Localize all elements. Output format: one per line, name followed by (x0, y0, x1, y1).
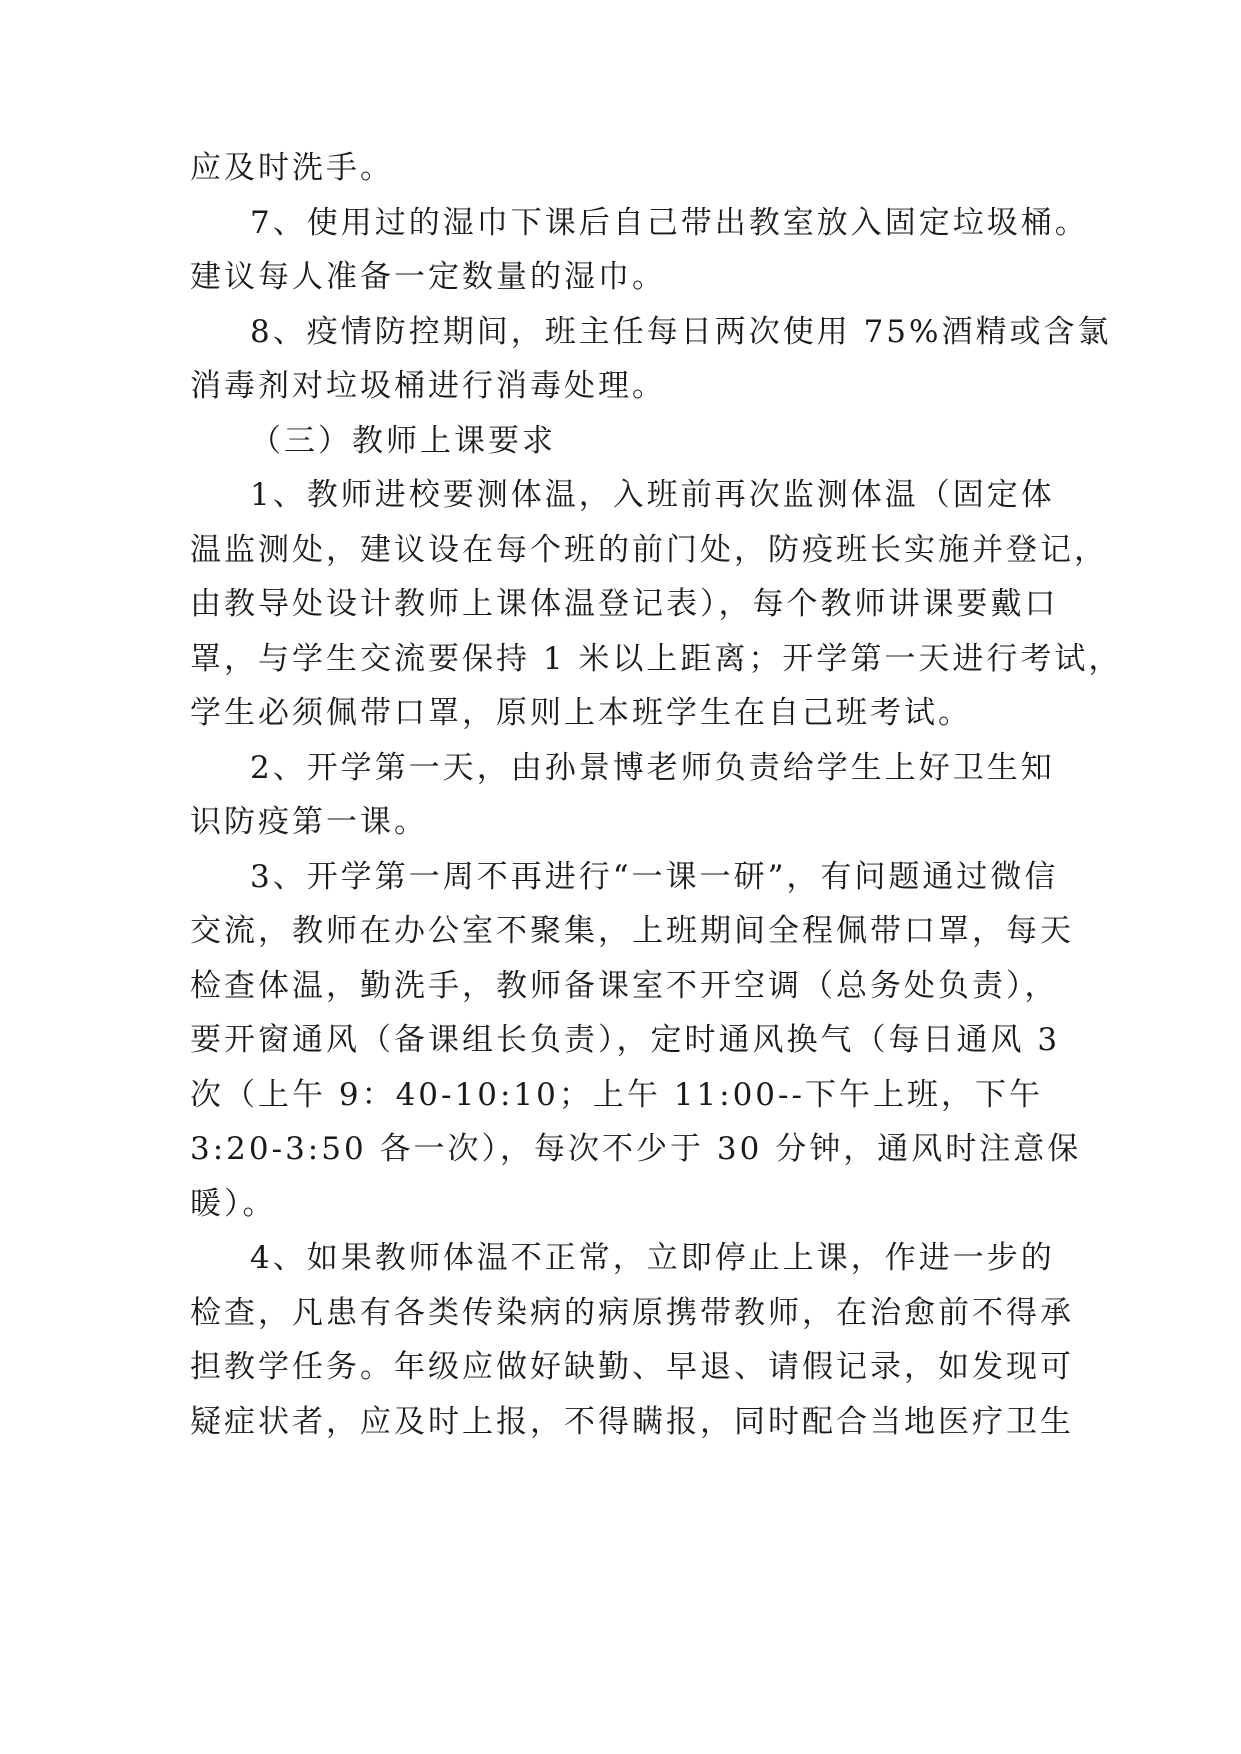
text-line: 7、使用过的湿巾下课后自己带出教室放入固定垃圾桶。 (250, 205, 1089, 241)
text-line: 8、疫情防控期间，班主任每日两次使用 75%酒精或含氯 (250, 314, 1112, 350)
section-heading: （三）教师上课要求 (250, 423, 556, 459)
text-line: 检查体温，勤洗手，教师备课室不开空调（总务处负责）， (190, 968, 1059, 1004)
text-line: 建议每人准备一定数量的湿巾。 (190, 259, 666, 295)
text-line: 3、开学第一周不再进行“一课一研”，有问题通过微信 (250, 859, 1059, 895)
text-line: 疑症状者，应及时上报，不得瞒报，同时配合当地医疗卫生 (190, 1404, 1074, 1440)
text-line: 温监测处，建议设在每个班的前门处，防疫班长实施并登记， (190, 532, 1108, 568)
text-line: 1、教师进校要测体温，入班前再次监测体温（固定体 (250, 477, 1055, 513)
text-line: 应及时洗手。 (190, 150, 394, 186)
text-line: 次（上午 9：40-10:10；上午 11:00--下午上班，下午 (190, 1077, 1043, 1113)
text-line: 识防疫第一课。 (190, 804, 428, 840)
text-line: 罩，与学生交流要保持 1 米以上距离；开学第一天进行考试， (190, 641, 1123, 677)
text-line: 3:20-3:50 各一次），每次不少于 30 分钟，通风时注意保 (190, 1131, 1082, 1167)
text-line: 由教导处设计教师上课体温登记表），每个教师讲课要戴口 (190, 586, 1059, 622)
text-line: 暖）。 (190, 1186, 277, 1222)
text-line: 消毒剂对垃圾桶进行消毒处理。 (190, 368, 666, 404)
text-line: 担教学任务。年级应做好缺勤、早退、请假记录，如发现可 (190, 1349, 1074, 1385)
text-line: 4、如果教师体温不正常，立即停止上课，作进一步的 (250, 1240, 1055, 1276)
text-line: 交流，教师在办公室不聚集，上班期间全程佩带口罩，每天 (190, 913, 1074, 949)
text-line: 学生必须佩带口罩，原则上本班学生在自己班考试。 (190, 695, 972, 731)
text-line: 检查，凡患有各类传染病的病原携带教师，在治愈前不得承 (190, 1295, 1074, 1331)
text-line: 2、开学第一天，由孙景博老师负责给学生上好卫生知 (250, 750, 1055, 786)
text-line: 要开窗通风（备课组长负责），定时通风换气（每日通风 3 (190, 1022, 1061, 1058)
